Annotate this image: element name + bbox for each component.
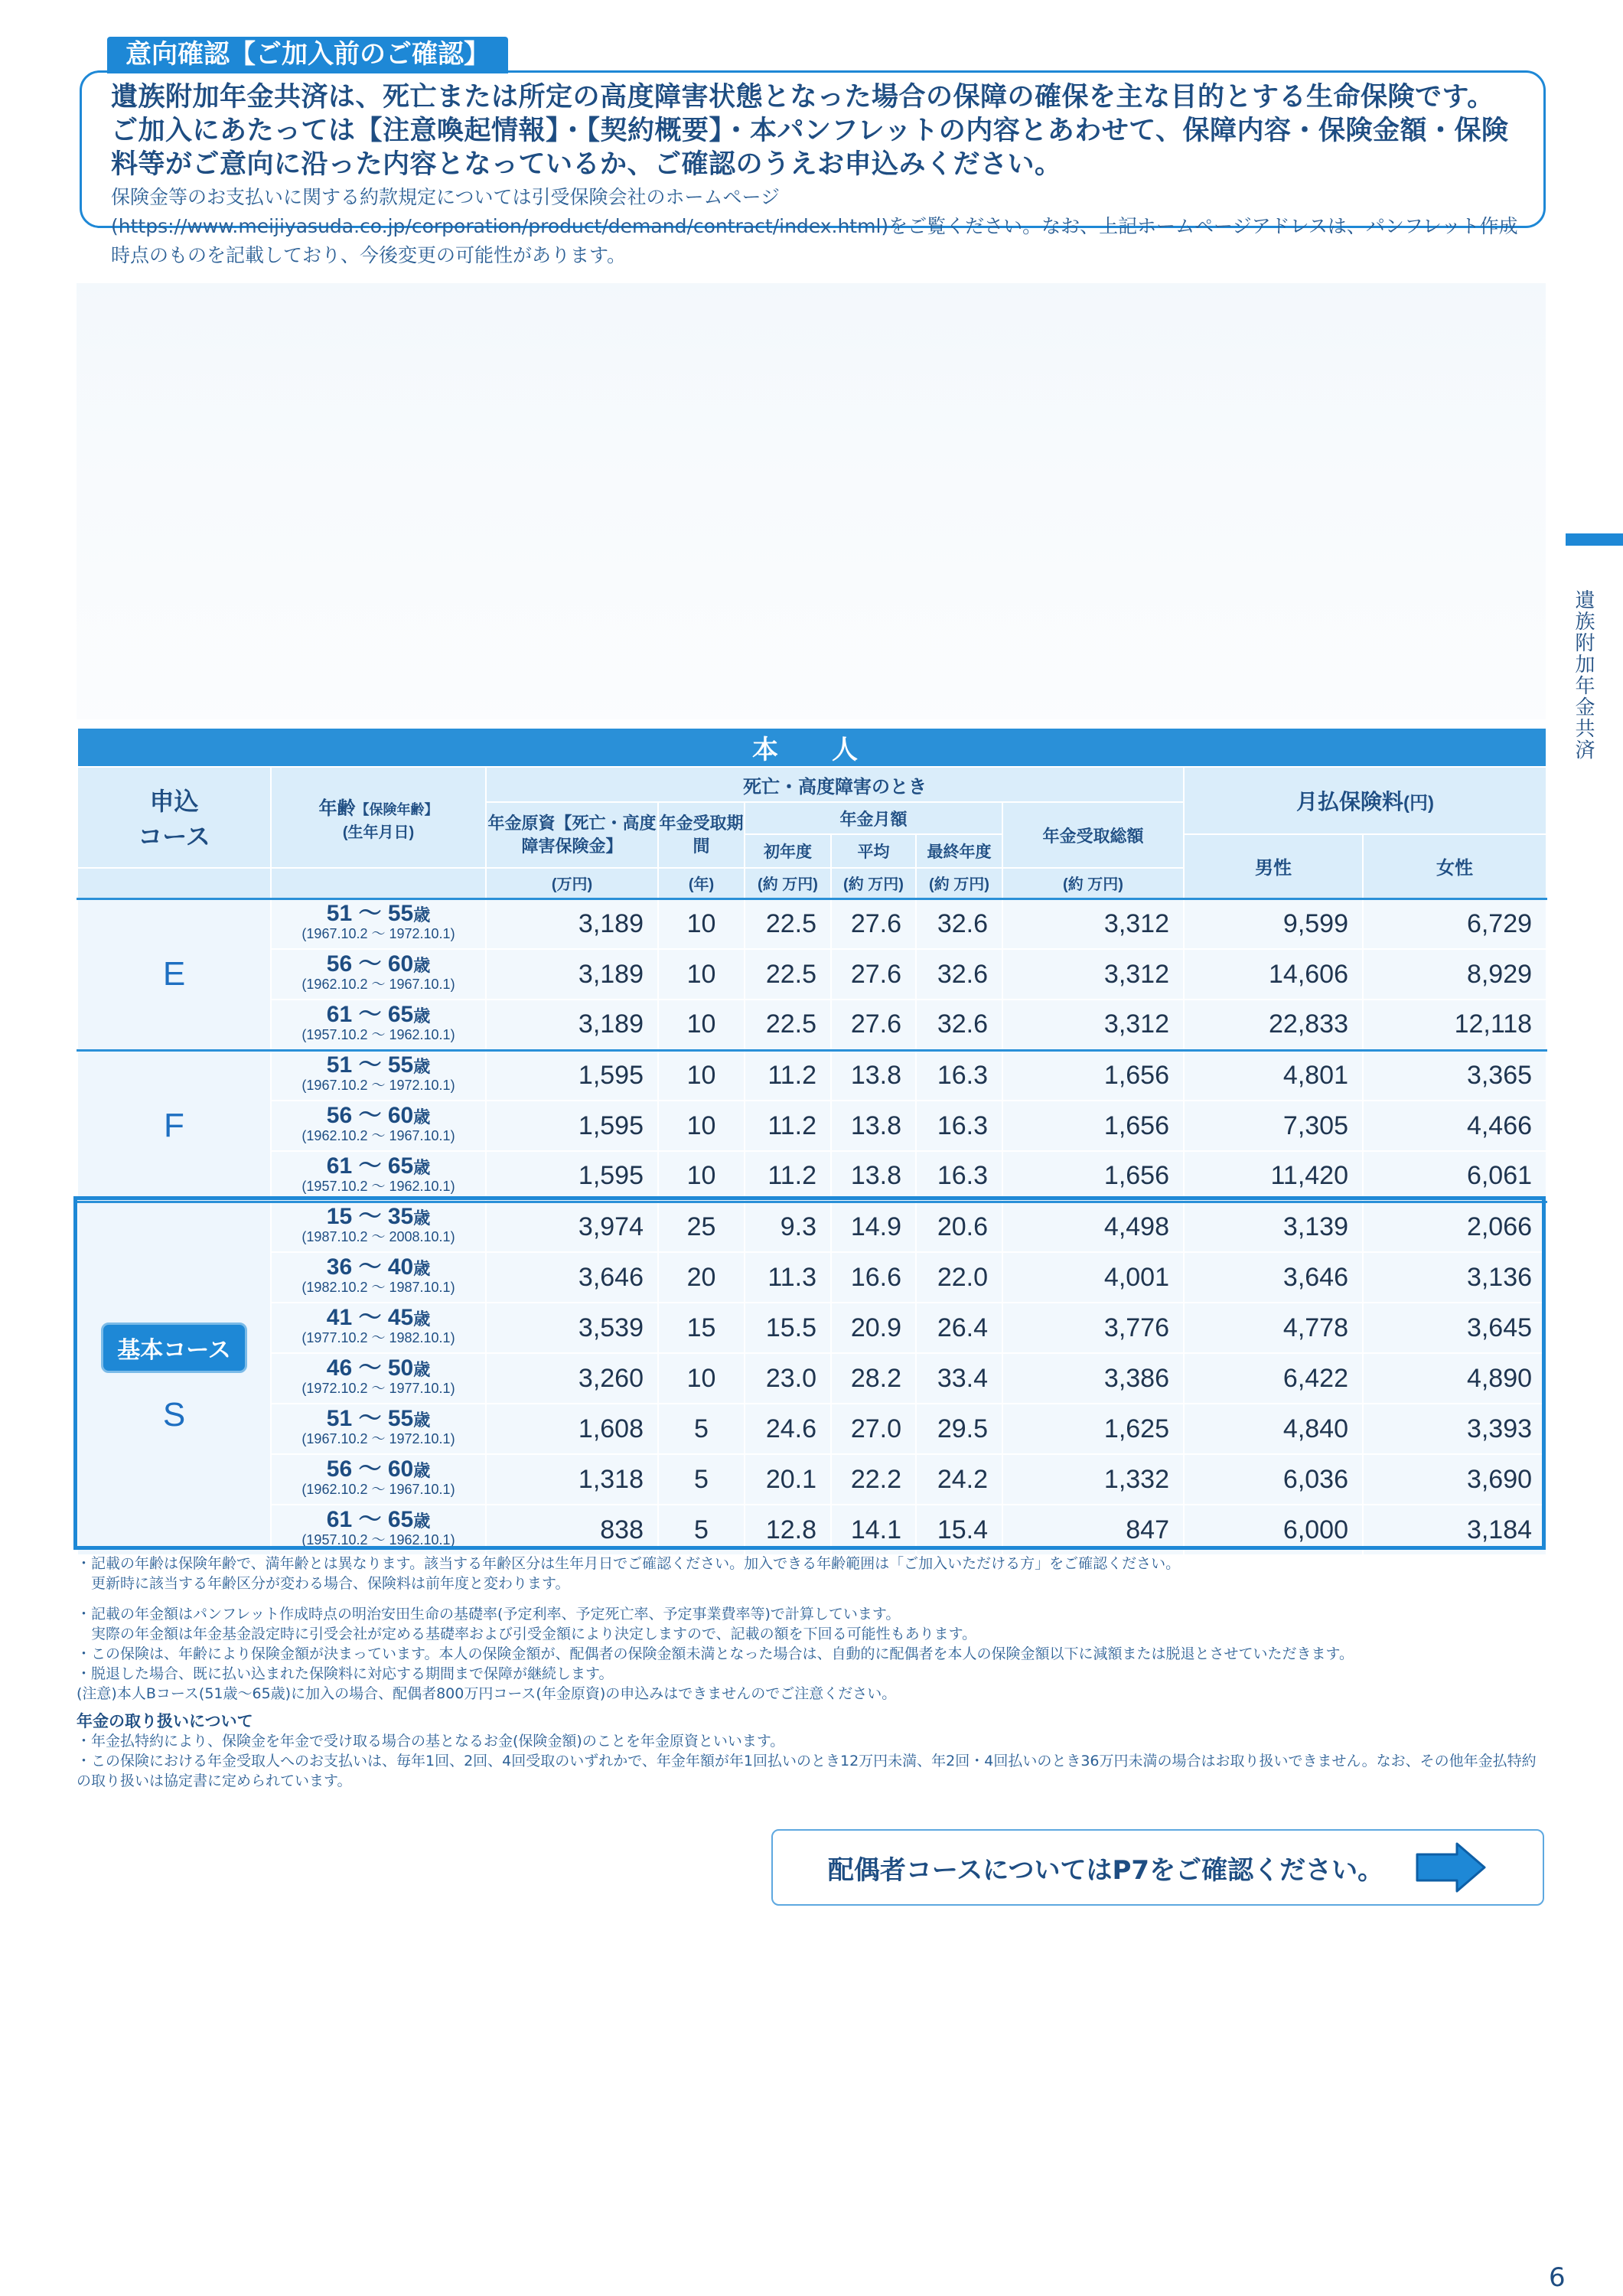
note-1: ・記載の年齢は保険年齢で、満年齢とは異なります。該当する年齢区分は生年月日でご確認ください。加入できる年齢範囲は「ご加入いただける方」をご確認ください。 [77,1555,1181,1572]
female-premium-cell: 3,136 [1363,1252,1546,1303]
principal-cell: 3,260 [486,1353,658,1404]
arrow-right-icon [1414,1841,1488,1894]
total-cell: 1,625 [1002,1404,1184,1454]
note-1b: 更新時に該当する年齢区分が変わる場合、保険料は前年度と変わります。 [77,1575,570,1592]
age-cell [271,1151,486,1202]
notice-main-text: 遺族附加年金共済は、死亡または所定の高度障害状態となった場合の保障の確保を主な目的とする生命保険です。ご加入にあたっては【注意喚起情報】・【契約概要】・本パンフレットの内容とあわせて、保障内容・保険金額・保険料等がご意向に沿った内容となっているか、ご確認のうえお申込みください。 [111,82,1509,180]
last-year-cell: 26.4 [916,1303,1002,1353]
male-premium-cell: 4,801 [1184,1050,1363,1101]
age-cell [271,1101,486,1151]
header-female: 女性 [1363,834,1546,899]
note-7: ・この保険における年金受取人へのお支払いは、毎年1回、2回、4回受取のいずれかで、年金年額が年1回払いのとき12万円未満、年2回・4回払いのとき36万円未満の場合はお取り扱いできません。なお、その他年金払特約の取り扱いは協定書に定められています。 [77,1753,1537,1789]
age-cell [271,1050,486,1101]
period-cell: 15 [658,1303,745,1353]
table-row [77,1252,1546,1303]
header-age-label: 年齢 [318,797,356,819]
age-range [272,1254,485,1280]
note-2: ・記載の年金額はパンフレット作成時点の明治安田生命の基礎率(予定利率、予定死亡率、予定事業費率等)で計算しています。 [77,1606,901,1623]
total-cell: 847 [1002,1505,1184,1555]
table-row [77,1000,1546,1050]
age-suffix: 歳 [413,1157,431,1177]
age-range [272,1305,485,1330]
period-cell: 10 [658,1101,745,1151]
principal-cell: 1,608 [486,1404,658,1454]
male-premium-cell: 6,036 [1184,1454,1363,1505]
age-suffix: 歳 [413,1512,431,1531]
age-cell [271,1454,486,1505]
age-range [272,951,485,977]
total-cell: 3,312 [1002,1000,1184,1050]
last-year-cell: 16.3 [916,1050,1002,1101]
age-range [272,901,485,927]
age-cell [271,899,486,949]
age-cell [271,1202,486,1252]
table-row [77,1202,1546,1252]
period-cell: 10 [658,949,745,1000]
total-cell: 3,312 [1002,899,1184,949]
average-cell: 20.9 [831,1303,916,1353]
age-cell [271,949,486,1000]
notice-tag: 意向確認【ご加入前のご確認】 [107,37,508,73]
age-range-value: 56 ～ 60 [326,1103,414,1128]
period-cell: 5 [658,1505,745,1555]
male-premium-cell: 6,000 [1184,1505,1363,1555]
principal-cell: 3,189 [486,949,658,1000]
female-premium-cell: 3,690 [1363,1454,1546,1505]
age-cell [271,1252,486,1303]
male-premium-cell: 6,422 [1184,1353,1363,1404]
age-cell [271,1000,486,1050]
header-principal: 年金原資【死亡・高度障害保険金】 [486,802,658,868]
age-range [272,1355,485,1381]
header-last-year: 最終年度 [916,834,1002,868]
age-suffix: 歳 [413,1309,431,1329]
female-premium-cell: 4,466 [1363,1101,1546,1151]
last-year-cell: 24.2 [916,1454,1002,1505]
age-range-value: 61 ～ 65 [326,1001,414,1027]
table-row [77,899,1546,949]
age-range-value: 46 ～ 50 [326,1355,414,1381]
age-cell [271,1353,486,1404]
total-cell: 3,776 [1002,1303,1184,1353]
age-suffix: 歳 [413,956,431,975]
female-premium-cell: 3,645 [1363,1303,1546,1353]
table-row [77,1454,1546,1505]
age-cell [271,1303,486,1353]
age-suffix: 歳 [413,1360,431,1379]
first-year-cell: 20.1 [745,1454,831,1505]
page-number: 6 [1549,2262,1566,2293]
first-year-cell: 11.2 [745,1151,831,1202]
first-year-cell: 22.5 [745,899,831,949]
last-year-cell: 33.4 [916,1353,1002,1404]
age-range-value: 51 ～ 55 [326,1052,414,1078]
principal-cell: 3,189 [486,899,658,949]
period-cell: 10 [658,1353,745,1404]
note-5: (注意)本人Bコース(51歳～65歳)に加入の場合、配偶者800万円コース(年金原資)の申込みはできませんのでご注意ください。 [77,1685,897,1702]
average-cell: 27.0 [831,1404,916,1454]
age-range-value: 56 ～ 60 [326,1456,414,1482]
last-year-cell: 16.3 [916,1101,1002,1151]
header-age [271,767,486,868]
note-3: ・この保険は、年齢により保険金額が決まっています。本人の保険金額が、配偶者の保険金額未満となった場合は、自動的に配偶者を本人の保険金額以下に減額または脱退とさせていただきます。 [77,1645,1354,1662]
total-cell: 1,332 [1002,1454,1184,1505]
male-premium-cell: 14,606 [1184,949,1363,1000]
age-range-value: 61 ～ 65 [326,1153,414,1179]
age-suffix: 歳 [413,905,431,925]
average-cell: 27.6 [831,899,916,949]
last-year-cell: 20.6 [916,1202,1002,1252]
first-year-cell: 9.3 [745,1202,831,1252]
average-cell: 27.6 [831,1000,916,1050]
age-range [272,1103,485,1128]
course-letter: S [162,1396,186,1434]
female-premium-cell: 3,393 [1363,1404,1546,1454]
notice-sub-text: 保険金等のお支払いに関する約款規定については引受保険会社のホームページ(https://www.meijiyasuda.co.jp/corporation/product/demand/contract/index.html)をご覧ください。なお、上記ホームページアドレスは、パンフレット作成時点のものを記載しており、今後変更の可能性があります。 [111,186,1518,266]
birth-range: (1977.10.2 ～ 1982.10.1) [301,1330,455,1345]
first-year-cell: 11.2 [745,1050,831,1101]
average-cell: 13.8 [831,1151,916,1202]
age-suffix: 歳 [413,1057,431,1077]
period-cell: 20 [658,1252,745,1303]
male-premium-cell: 4,778 [1184,1303,1363,1353]
age-range [272,1204,485,1230]
principal-cell: 3,646 [486,1252,658,1303]
age-range [272,1052,485,1078]
last-year-cell: 32.6 [916,949,1002,1000]
unit-last: (約 万円) [916,868,1002,899]
first-year-cell: 22.5 [745,1000,831,1050]
age-suffix: 歳 [413,1107,431,1127]
age-suffix: 歳 [413,1461,431,1480]
age-cell [271,1404,486,1454]
note-4: ・脱退した場合、既に払い込まれた保険料に対応する期間まで保障が継続します。 [77,1665,614,1682]
age-range-value: 61 ～ 65 [326,1507,414,1532]
period-cell: 10 [658,1151,745,1202]
header-monthly: 年金月額 [745,802,1002,834]
birth-range: (1967.10.2 ～ 1972.10.1) [301,1431,455,1446]
birth-range: (1987.10.2 ～ 2008.10.1) [301,1229,455,1245]
male-premium-cell: 3,646 [1184,1252,1363,1303]
birth-range: (1967.10.2 ～ 1972.10.1) [301,926,455,942]
total-cell: 4,001 [1002,1252,1184,1303]
header-age-sub: (生年月日) [342,823,415,841]
period-cell: 5 [658,1404,745,1454]
table-row [77,1404,1546,1454]
period-cell: 10 [658,899,745,949]
total-cell: 3,312 [1002,949,1184,1000]
birth-range: (1957.10.2 ～ 1962.10.1) [301,1178,455,1194]
first-year-cell: 15.5 [745,1303,831,1353]
basic-course-badge: 基本コース [101,1322,247,1373]
female-premium-cell: 3,365 [1363,1050,1546,1101]
period-cell: 25 [658,1202,745,1252]
male-premium-cell: 22,833 [1184,1000,1363,1050]
table-row [77,1505,1546,1555]
period-cell: 10 [658,1050,745,1101]
female-premium-cell: 6,729 [1363,899,1546,949]
age-range-value: 36 ～ 40 [326,1254,414,1280]
course-cell: E [77,899,271,1050]
table-title: 本 人 [77,728,1546,767]
faded-bleed-through-area [77,283,1546,719]
first-year-cell: 24.6 [745,1404,831,1454]
last-year-cell: 32.6 [916,1000,1002,1050]
total-cell: 1,656 [1002,1101,1184,1151]
spouse-course-link[interactable] [771,1829,1544,1906]
birth-range: (1957.10.2 ～ 1962.10.1) [301,1026,455,1042]
table-row [77,1353,1546,1404]
period-cell: 5 [658,1454,745,1505]
side-tab-marker [1566,533,1623,546]
male-premium-cell: 7,305 [1184,1101,1363,1151]
principal-cell: 1,595 [486,1101,658,1151]
principal-cell: 3,189 [486,1000,658,1050]
age-range [272,1406,485,1431]
male-premium-cell: 4,840 [1184,1404,1363,1454]
average-cell: 16.6 [831,1252,916,1303]
birth-range: (1962.10.2 ～ 1967.10.1) [301,977,455,992]
birth-range: (1962.10.2 ～ 1967.10.1) [301,1128,455,1143]
header-premium [1184,767,1546,834]
header-course: 申込 コース [77,767,271,868]
last-year-cell: 29.5 [916,1404,1002,1454]
average-cell: 22.2 [831,1454,916,1505]
unit-period: (年) [658,868,745,899]
female-premium-cell: 12,118 [1363,1000,1546,1050]
table-row [77,1050,1546,1101]
female-premium-cell: 6,061 [1363,1151,1546,1202]
note-6: ・年金払特約により、保険金を年金で受け取る場合の基となるお金(保険金額)のことを年金原資といいます。 [77,1733,785,1750]
birth-range: (1962.10.2 ～ 1967.10.1) [301,1482,455,1497]
first-year-cell: 23.0 [745,1353,831,1404]
average-cell: 13.8 [831,1050,916,1101]
header-age-note: 【保険年齢】 [355,801,438,817]
principal-cell: 838 [486,1505,658,1555]
header-male: 男性 [1184,834,1363,899]
total-cell: 1,656 [1002,1151,1184,1202]
average-cell: 27.6 [831,949,916,1000]
average-cell: 14.9 [831,1202,916,1252]
age-range [272,1001,485,1027]
header-premium-unit: (円) [1403,793,1435,814]
male-premium-cell: 9,599 [1184,899,1363,949]
unit-first: (約 万円) [745,868,831,899]
footnotes [77,1554,1546,1791]
unit-principal: (万円) [486,868,658,899]
total-cell: 4,498 [1002,1202,1184,1252]
header-death: 死亡・高度障害のとき [486,767,1184,802]
male-premium-cell: 3,139 [1184,1202,1363,1252]
last-year-cell: 15.4 [916,1505,1002,1555]
table-row [77,1101,1546,1151]
age-range [272,1456,485,1482]
period-cell: 10 [658,1000,745,1050]
age-suffix: 歳 [413,1411,431,1430]
table-row [77,949,1546,1000]
age-range-value: 51 ～ 55 [326,901,414,927]
age-range-value: 51 ～ 55 [326,1406,414,1431]
note-2b: 実際の年金額は年金基金設定時に引受会社が定める基礎率および引受金額により決定しますので、記載の額を下回る可能性もあります。 [77,1626,977,1642]
female-premium-cell: 3,184 [1363,1505,1546,1555]
first-year-cell: 22.5 [745,949,831,1000]
header-premium-label: 月払保険料 [1296,790,1404,814]
last-year-cell: 22.0 [916,1252,1002,1303]
birth-range: (1972.10.2 ～ 1977.10.1) [301,1381,455,1396]
notice-box [80,70,1546,266]
notes-heading: 年金の取り扱いについて [77,1712,253,1730]
age-range-value: 41 ～ 45 [326,1305,414,1330]
course-cell: F [77,1050,271,1202]
last-year-cell: 32.6 [916,899,1002,949]
age-range [272,1507,485,1532]
total-cell: 3,386 [1002,1353,1184,1404]
age-suffix: 歳 [413,1006,431,1026]
unit-total: (約 万円) [1002,868,1184,899]
birth-range: (1957.10.2 ～ 1962.10.1) [301,1532,455,1548]
first-year-cell: 11.2 [745,1101,831,1151]
course-cell [77,1202,271,1555]
spouse-course-text: 配偶者コースについてはP7をご確認ください。 [827,1854,1384,1886]
age-cell [271,1505,486,1555]
age-suffix: 歳 [413,1208,431,1228]
female-premium-cell: 8,929 [1363,949,1546,1000]
female-premium-cell: 4,890 [1363,1353,1546,1404]
first-year-cell: 12.8 [745,1505,831,1555]
header-period: 年金受取期間 [658,802,745,868]
header-total: 年金受取総額 [1002,802,1184,868]
age-range [272,1153,485,1179]
unit-avg: (約 万円) [831,868,916,899]
average-cell: 14.1 [831,1505,916,1555]
total-cell: 1,656 [1002,1050,1184,1101]
female-premium-cell: 2,066 [1363,1202,1546,1252]
age-suffix: 歳 [413,1259,431,1278]
principal-cell: 1,595 [486,1151,658,1202]
average-cell: 28.2 [831,1353,916,1404]
age-range-value: 15 ～ 35 [326,1204,414,1230]
principal-cell: 1,318 [486,1454,658,1505]
birth-range: (1967.10.2 ～ 1972.10.1) [301,1078,455,1094]
male-premium-cell: 11,420 [1184,1151,1363,1202]
principal-cell: 3,539 [486,1303,658,1353]
table-row [77,1303,1546,1353]
header-average: 平均 [831,834,916,868]
principal-cell: 1,595 [486,1050,658,1101]
principal-cell: 3,974 [486,1202,658,1252]
first-year-cell: 11.3 [745,1252,831,1303]
birth-range: (1982.10.2 ～ 1987.10.1) [301,1280,455,1295]
header-first-year: 初年度 [745,834,831,868]
last-year-cell: 16.3 [916,1151,1002,1202]
side-section-label: 遺族附加年金共済 [1572,589,1595,761]
table-row [77,1151,1546,1202]
premium-table [77,727,1547,1556]
age-range-value: 56 ～ 60 [326,951,414,977]
average-cell: 13.8 [831,1101,916,1151]
